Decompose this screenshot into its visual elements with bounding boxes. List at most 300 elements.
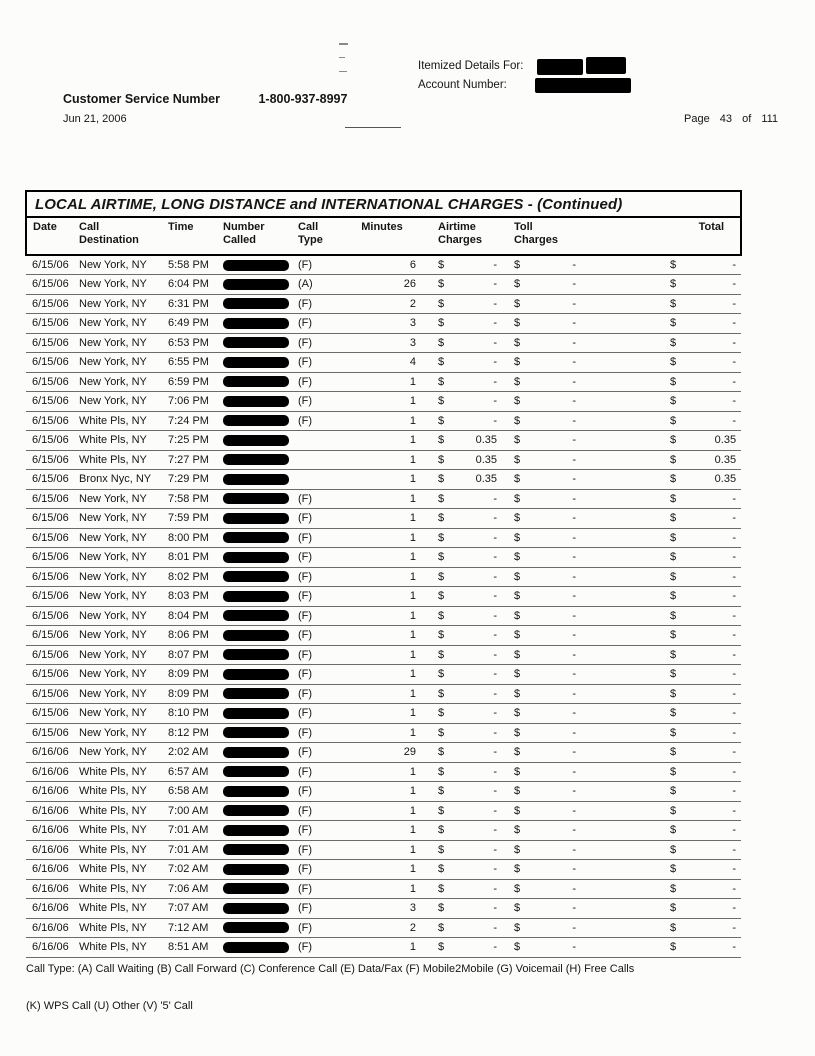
cell-call-type: (F) xyxy=(296,879,342,899)
dollar-sign: $ xyxy=(438,297,445,310)
cell-minutes: 3 xyxy=(342,899,422,919)
amount-value: - xyxy=(732,785,737,798)
amount-value: - xyxy=(493,492,497,505)
redacted-phone-number-bar xyxy=(223,552,289,563)
cell-call-type: (F) xyxy=(296,528,342,548)
dollar-sign: $ xyxy=(438,765,445,778)
col-header-date: Date xyxy=(26,217,76,255)
cell-time: 7:02 AM xyxy=(164,860,218,880)
cell-call-destination: Bronx Nyc, NY xyxy=(76,470,164,490)
cell-minutes: 1 xyxy=(342,489,422,509)
amount-value: - xyxy=(493,648,497,661)
cell-minutes: 1 xyxy=(342,626,422,646)
cell-toll-charges xyxy=(500,626,620,646)
amount-value: - xyxy=(493,531,497,544)
dollar-sign: $ xyxy=(670,824,677,837)
cell-minutes: 2 xyxy=(342,918,422,938)
amount-value: - xyxy=(732,512,737,525)
cell-date: 6/15/06 xyxy=(26,567,76,587)
dollar-sign: $ xyxy=(438,278,445,291)
cell-airtime-charges xyxy=(422,743,500,763)
dollar-sign: $ xyxy=(514,570,521,583)
cell-minutes: 6 xyxy=(342,255,422,275)
dollar-sign: $ xyxy=(670,434,677,447)
dollar-sign: $ xyxy=(670,804,677,817)
cell-time: 8:51 AM xyxy=(164,938,218,958)
cell-date: 6/16/06 xyxy=(26,743,76,763)
col-header-total: Total xyxy=(620,217,741,255)
cell-number-called xyxy=(218,899,296,919)
cell-total xyxy=(620,723,741,743)
dollar-sign: $ xyxy=(514,707,521,720)
cell-time: 8:03 PM xyxy=(164,587,218,607)
amount-value: - xyxy=(493,512,497,525)
cell-airtime-charges xyxy=(422,528,500,548)
dollar-sign: $ xyxy=(438,531,445,544)
cell-total xyxy=(620,489,741,509)
cell-total xyxy=(620,567,741,587)
table-row xyxy=(26,333,741,353)
amount-value: - xyxy=(493,785,497,798)
cell-time: 6:04 PM xyxy=(164,275,218,295)
amount-value: - xyxy=(732,882,737,895)
cell-date: 6/15/06 xyxy=(26,509,76,529)
dollar-sign: $ xyxy=(670,336,677,349)
amount-value: - xyxy=(732,863,737,876)
redacted-phone-number-bar xyxy=(223,415,289,426)
table-row xyxy=(26,626,741,646)
cell-total xyxy=(620,606,741,626)
cell-date: 6/15/06 xyxy=(26,626,76,646)
cell-time: 6:57 AM xyxy=(164,762,218,782)
cell-call-type: (F) xyxy=(296,509,342,529)
cell-airtime-charges xyxy=(422,762,500,782)
cell-minutes: 3 xyxy=(342,314,422,334)
cell-minutes: 4 xyxy=(342,353,422,373)
cell-number-called xyxy=(218,860,296,880)
amount-value: - xyxy=(732,765,737,778)
cell-number-called xyxy=(218,372,296,392)
amount-value: 0.35 xyxy=(714,453,737,466)
scan-artifact-line xyxy=(345,127,401,128)
cell-airtime-charges xyxy=(422,860,500,880)
amount-value: - xyxy=(572,492,576,505)
cell-number-called xyxy=(218,879,296,899)
cell-number-called xyxy=(218,333,296,353)
table-row xyxy=(26,704,741,724)
cell-toll-charges xyxy=(500,314,620,334)
cell-toll-charges xyxy=(500,333,620,353)
cell-call-destination: New York, NY xyxy=(76,606,164,626)
amount-value: - xyxy=(572,785,576,798)
cell-time: 7:12 AM xyxy=(164,918,218,938)
cell-number-called xyxy=(218,275,296,295)
table-row xyxy=(26,743,741,763)
cell-time: 8:09 PM xyxy=(164,665,218,685)
amount-value: 0.35 xyxy=(475,434,497,447)
table-row xyxy=(26,723,741,743)
table-row xyxy=(26,665,741,685)
amount-value: - xyxy=(572,473,576,486)
cell-call-destination: White Pls, NY xyxy=(76,860,164,880)
cell-call-type: (F) xyxy=(296,704,342,724)
cell-airtime-charges xyxy=(422,489,500,509)
cell-number-called xyxy=(218,918,296,938)
amount-value: - xyxy=(572,609,576,622)
dollar-sign: $ xyxy=(514,785,521,798)
amount-value: - xyxy=(732,902,737,915)
call-type-legend-line2: (K) WPS Call (U) Other (V) '5' Call xyxy=(26,1000,193,1012)
cell-call-destination: New York, NY xyxy=(76,333,164,353)
cell-date: 6/15/06 xyxy=(26,314,76,334)
cell-toll-charges xyxy=(500,782,620,802)
cell-toll-charges xyxy=(500,353,620,373)
cell-date: 6/15/06 xyxy=(26,392,76,412)
table-row xyxy=(26,938,741,958)
cell-call-type: (F) xyxy=(296,587,342,607)
table-row xyxy=(26,801,741,821)
amount-value: - xyxy=(732,492,737,505)
cell-time: 6:49 PM xyxy=(164,314,218,334)
cell-minutes: 1 xyxy=(342,782,422,802)
cell-total xyxy=(620,879,741,899)
scan-artifact xyxy=(339,43,348,45)
redacted-phone-number-bar xyxy=(223,903,289,914)
col-header-minutes: Minutes xyxy=(342,217,422,255)
dollar-sign: $ xyxy=(514,921,521,934)
redacted-phone-number-bar xyxy=(223,474,289,485)
cell-date: 6/16/06 xyxy=(26,801,76,821)
redacted-phone-number-bar xyxy=(223,708,289,719)
cell-number-called xyxy=(218,821,296,841)
cell-date: 6/15/06 xyxy=(26,723,76,743)
cell-airtime-charges xyxy=(422,645,500,665)
dollar-sign: $ xyxy=(438,551,445,564)
cell-total xyxy=(620,762,741,782)
redacted-phone-number-bar xyxy=(223,513,289,524)
cell-total xyxy=(620,431,741,451)
cell-call-type: (F) xyxy=(296,626,342,646)
cell-date: 6/15/06 xyxy=(26,470,76,490)
dollar-sign: $ xyxy=(438,785,445,798)
cell-toll-charges xyxy=(500,411,620,431)
dollar-sign: $ xyxy=(438,395,445,408)
cell-time: 7:27 PM xyxy=(164,450,218,470)
dollar-sign: $ xyxy=(438,648,445,661)
cell-number-called xyxy=(218,723,296,743)
cell-date: 6/15/06 xyxy=(26,489,76,509)
dollar-sign: $ xyxy=(670,765,677,778)
cell-call-destination: White Pls, NY xyxy=(76,938,164,958)
dollar-sign: $ xyxy=(670,902,677,915)
table-row xyxy=(26,918,741,938)
dollar-sign: $ xyxy=(514,317,521,330)
cell-call-type xyxy=(296,470,342,490)
dollar-sign: $ xyxy=(438,356,445,369)
cell-total xyxy=(620,801,741,821)
cell-time: 6:31 PM xyxy=(164,294,218,314)
amount-value: - xyxy=(732,609,737,622)
cell-toll-charges xyxy=(500,938,620,958)
dollar-sign: $ xyxy=(438,863,445,876)
dollar-sign: $ xyxy=(670,921,677,934)
cell-airtime-charges xyxy=(422,392,500,412)
cell-number-called xyxy=(218,528,296,548)
cell-minutes: 29 xyxy=(342,743,422,763)
amount-value: - xyxy=(732,726,737,739)
cell-airtime-charges xyxy=(422,723,500,743)
cell-minutes: 1 xyxy=(342,372,422,392)
cell-call-type xyxy=(296,450,342,470)
redacted-phone-number-bar xyxy=(223,396,289,407)
dollar-sign: $ xyxy=(438,629,445,642)
cell-total xyxy=(620,665,741,685)
cell-call-type: (A) xyxy=(296,275,342,295)
cell-airtime-charges xyxy=(422,879,500,899)
dollar-sign: $ xyxy=(438,921,445,934)
amount-value: - xyxy=(572,765,576,778)
page-of-label: of xyxy=(742,113,752,125)
cell-toll-charges xyxy=(500,450,620,470)
table-row xyxy=(26,255,741,275)
amount-value: - xyxy=(572,531,576,544)
cell-minutes: 1 xyxy=(342,450,422,470)
cell-number-called xyxy=(218,840,296,860)
account-number-label: Account Number: xyxy=(418,79,507,91)
cell-date: 6/16/06 xyxy=(26,938,76,958)
redacted-phone-number-bar xyxy=(223,298,289,309)
amount-value: - xyxy=(732,297,737,310)
cell-airtime-charges xyxy=(422,782,500,802)
dollar-sign: $ xyxy=(438,512,445,525)
cell-airtime-charges xyxy=(422,684,500,704)
table-row xyxy=(26,372,741,392)
dollar-sign: $ xyxy=(670,551,677,564)
cell-minutes: 3 xyxy=(342,333,422,353)
dollar-sign: $ xyxy=(438,375,445,388)
cell-minutes: 1 xyxy=(342,684,422,704)
cell-date: 6/15/06 xyxy=(26,606,76,626)
cell-airtime-charges xyxy=(422,606,500,626)
amount-value: - xyxy=(732,375,737,388)
cell-number-called xyxy=(218,431,296,451)
cell-time: 8:04 PM xyxy=(164,606,218,626)
dollar-sign: $ xyxy=(670,278,677,291)
cell-number-called xyxy=(218,626,296,646)
amount-value: - xyxy=(732,668,737,681)
redacted-phone-number-bar xyxy=(223,786,289,797)
amount-value: - xyxy=(732,414,737,427)
amount-value: - xyxy=(732,570,737,583)
cell-call-destination: New York, NY xyxy=(76,684,164,704)
amount-value: - xyxy=(732,746,737,759)
cell-call-destination: New York, NY xyxy=(76,665,164,685)
dollar-sign: $ xyxy=(670,726,677,739)
table-row xyxy=(26,489,741,509)
table-row xyxy=(26,411,741,431)
cell-toll-charges xyxy=(500,801,620,821)
redacted-phone-number-bar xyxy=(223,532,289,543)
cell-minutes: 1 xyxy=(342,509,422,529)
cell-time: 6:55 PM xyxy=(164,353,218,373)
table-row xyxy=(26,528,741,548)
cell-call-type: (F) xyxy=(296,548,342,568)
cell-call-destination: White Pls, NY xyxy=(76,918,164,938)
dollar-sign: $ xyxy=(670,570,677,583)
redacted-phone-number-bar xyxy=(223,727,289,738)
cell-airtime-charges xyxy=(422,587,500,607)
amount-value: 0.35 xyxy=(714,434,737,447)
dollar-sign: $ xyxy=(670,453,677,466)
dollar-sign: $ xyxy=(670,843,677,856)
cell-call-type: (F) xyxy=(296,372,342,392)
cell-call-destination: New York, NY xyxy=(76,645,164,665)
dollar-sign: $ xyxy=(514,902,521,915)
cell-airtime-charges xyxy=(422,294,500,314)
redacted-phone-number-bar xyxy=(223,357,289,368)
cell-date: 6/16/06 xyxy=(26,840,76,860)
table-row xyxy=(26,450,741,470)
amount-value: - xyxy=(572,707,576,720)
cell-minutes: 1 xyxy=(342,860,422,880)
redacted-phone-number-bar xyxy=(223,922,289,933)
cell-toll-charges xyxy=(500,879,620,899)
cell-total xyxy=(620,587,741,607)
cell-toll-charges xyxy=(500,392,620,412)
amount-value: - xyxy=(493,629,497,642)
amount-value: - xyxy=(493,707,497,720)
amount-value: - xyxy=(732,843,737,856)
account-number-row xyxy=(418,76,631,95)
cell-minutes: 1 xyxy=(342,840,422,860)
amount-value: - xyxy=(732,590,737,603)
cell-date: 6/15/06 xyxy=(26,684,76,704)
amount-value: - xyxy=(572,902,576,915)
cell-time: 6:58 AM xyxy=(164,782,218,802)
cell-toll-charges xyxy=(500,489,620,509)
dollar-sign: $ xyxy=(514,434,521,447)
dollar-sign: $ xyxy=(438,726,445,739)
cell-number-called xyxy=(218,567,296,587)
cell-minutes: 1 xyxy=(342,470,422,490)
dollar-sign: $ xyxy=(514,356,521,369)
cell-date: 6/15/06 xyxy=(26,431,76,451)
amount-value: - xyxy=(732,941,737,954)
call-rows xyxy=(26,255,741,957)
dollar-sign: $ xyxy=(670,473,677,486)
cell-toll-charges xyxy=(500,509,620,529)
customer-service-block xyxy=(63,92,347,106)
cell-time: 7:00 AM xyxy=(164,801,218,821)
cell-call-type: (F) xyxy=(296,899,342,919)
cell-call-destination: White Pls, NY xyxy=(76,840,164,860)
amount-value: - xyxy=(732,804,737,817)
dollar-sign: $ xyxy=(438,473,445,486)
cell-time: 7:25 PM xyxy=(164,431,218,451)
cell-call-destination: New York, NY xyxy=(76,743,164,763)
cell-airtime-charges xyxy=(422,431,500,451)
cell-time: 8:09 PM xyxy=(164,684,218,704)
redacted-phone-number-bar xyxy=(223,688,289,699)
dollar-sign: $ xyxy=(670,609,677,622)
cell-number-called xyxy=(218,801,296,821)
cell-airtime-charges xyxy=(422,938,500,958)
cell-toll-charges xyxy=(500,528,620,548)
cell-total xyxy=(620,353,741,373)
dollar-sign: $ xyxy=(670,375,677,388)
amount-value: - xyxy=(732,648,737,661)
amount-value: - xyxy=(572,863,576,876)
dollar-sign: $ xyxy=(438,570,445,583)
cell-toll-charges xyxy=(500,372,620,392)
page-total: 111 xyxy=(761,113,779,125)
cell-total xyxy=(620,684,741,704)
cell-time: 6:59 PM xyxy=(164,372,218,392)
cell-minutes: 1 xyxy=(342,938,422,958)
cell-time: 7:24 PM xyxy=(164,411,218,431)
table-row xyxy=(26,899,741,919)
dollar-sign: $ xyxy=(514,512,521,525)
cell-number-called xyxy=(218,255,296,275)
cell-number-called xyxy=(218,314,296,334)
cell-airtime-charges xyxy=(422,821,500,841)
amount-value: - xyxy=(572,278,576,291)
amount-value: - xyxy=(572,648,576,661)
cell-number-called xyxy=(218,684,296,704)
amount-value: - xyxy=(493,941,497,954)
cell-airtime-charges xyxy=(422,255,500,275)
cell-call-type: (F) xyxy=(296,353,342,373)
cell-call-type: (F) xyxy=(296,392,342,412)
table-row xyxy=(26,548,741,568)
cell-date: 6/15/06 xyxy=(26,333,76,353)
table-row xyxy=(26,840,741,860)
cell-date: 6/16/06 xyxy=(26,782,76,802)
cell-toll-charges xyxy=(500,899,620,919)
amount-value: - xyxy=(493,843,497,856)
amount-value: - xyxy=(493,609,497,622)
cell-number-called xyxy=(218,450,296,470)
cell-minutes: 1 xyxy=(342,528,422,548)
table-row xyxy=(26,645,741,665)
cell-date: 6/16/06 xyxy=(26,918,76,938)
dollar-sign: $ xyxy=(514,726,521,739)
dollar-sign: $ xyxy=(438,882,445,895)
amount-value: - xyxy=(732,278,737,291)
dollar-sign: $ xyxy=(438,609,445,622)
cell-minutes: 1 xyxy=(342,392,422,412)
cell-total xyxy=(620,938,741,958)
amount-value: - xyxy=(732,707,737,720)
table-row xyxy=(26,567,741,587)
amount-value: - xyxy=(572,629,576,642)
amount-value: - xyxy=(572,570,576,583)
dollar-sign: $ xyxy=(438,259,445,271)
redacted-phone-number-bar xyxy=(223,260,289,271)
dollar-sign: $ xyxy=(438,902,445,915)
redacted-phone-number-bar xyxy=(223,747,289,758)
cell-date: 6/15/06 xyxy=(26,450,76,470)
cell-toll-charges xyxy=(500,294,620,314)
cell-number-called xyxy=(218,938,296,958)
cell-number-called xyxy=(218,411,296,431)
redacted-phone-number-bar xyxy=(223,610,289,621)
cell-toll-charges xyxy=(500,567,620,587)
table-row xyxy=(26,353,741,373)
cell-toll-charges xyxy=(500,665,620,685)
itemized-details-row xyxy=(418,57,631,76)
cell-airtime-charges xyxy=(422,801,500,821)
